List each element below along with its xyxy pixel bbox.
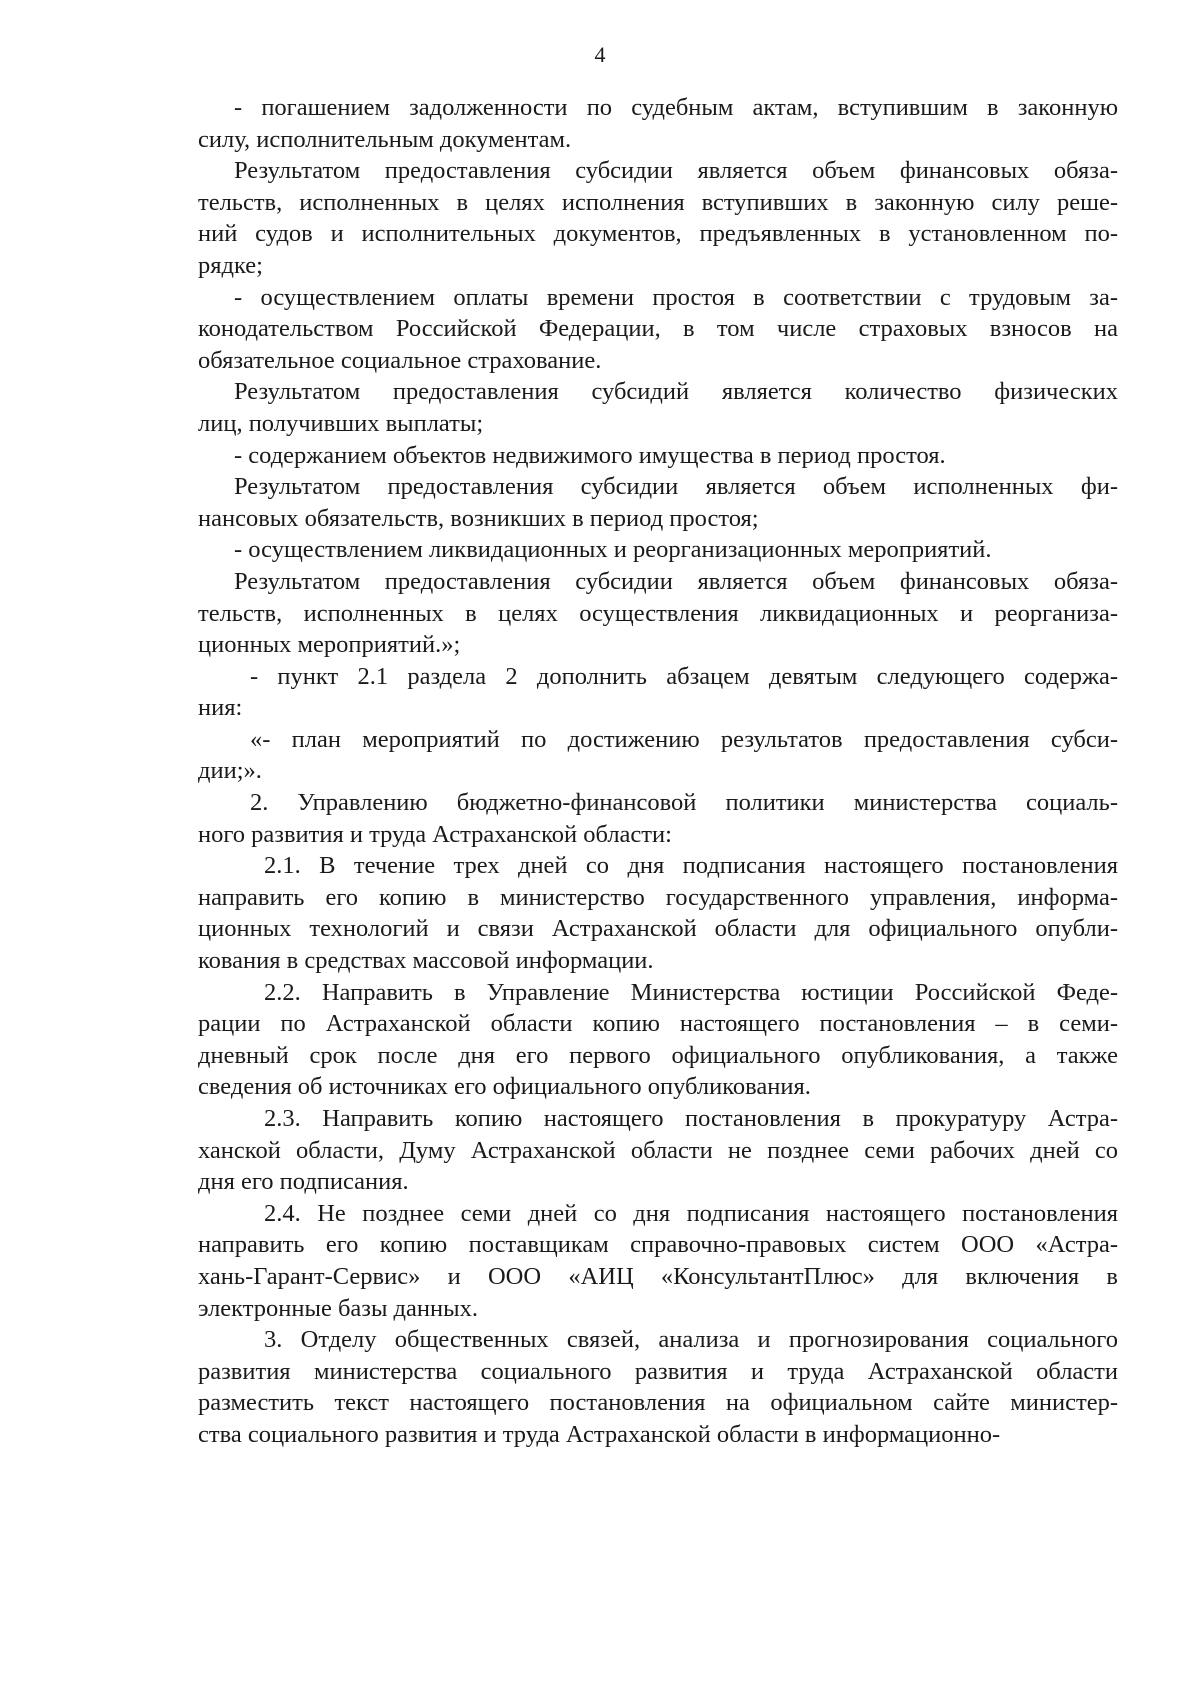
text-line: ционных технологий и связи Астраханской области для официального опубли- bbox=[198, 915, 1118, 943]
paragraph-real-estate-maintenance bbox=[198, 440, 1118, 472]
text-line: кования в средствах массовой информации. bbox=[198, 947, 654, 975]
text-line: Результатом предоставления субсидии является объем финансовых обяза- bbox=[234, 567, 1118, 595]
text-line: обязательное социальное страхование. bbox=[198, 346, 602, 374]
text-line: - осуществлением оплаты времени простоя в соответствии с трудовым за- bbox=[234, 283, 1118, 311]
text-line: дии;». bbox=[198, 757, 262, 785]
text-line: - осуществлением ликвидационных и реорганизационных мероприятий. bbox=[234, 536, 992, 564]
text-line: сведения об источниках его официального опубликования. bbox=[198, 1073, 811, 1101]
text-line: ства социального развития и труда Астраханской области в информационно- bbox=[198, 1420, 1001, 1448]
text-line: дневный срок после дня его первого официального опубликования, а также bbox=[198, 1041, 1118, 1069]
paragraph-section-3 bbox=[198, 1324, 1118, 1450]
text-line: тельств, исполненных в целях осуществления ликвидационных и реорганиза- bbox=[198, 599, 1118, 627]
text-line: 2.2. Направить в Управление Министерства юстиции Российской Феде- bbox=[264, 978, 1118, 1006]
paragraph-result-real-estate bbox=[198, 471, 1118, 534]
page-number: 4 bbox=[594, 42, 606, 67]
paragraph-result-repay-debt bbox=[198, 155, 1118, 281]
text-line: 2.1. В течение трех дней со дня подписания настоящего постановления bbox=[264, 852, 1118, 880]
text-line: хань-Гарант-Сервис» и ООО «АИЦ «КонсультантПлюс» для включения в bbox=[198, 1262, 1118, 1290]
text-line: 2. Управлению бюджетно-финансовой политики министерства социаль- bbox=[250, 789, 1118, 817]
text-line: тельств, исполненных в целях исполнения вступивших в законную силу реше- bbox=[198, 188, 1118, 216]
paragraph-section-2-1 bbox=[198, 850, 1118, 976]
paragraph-point-2-1-amend bbox=[198, 661, 1118, 724]
text-line: ного развития и труда Астраханской области: bbox=[198, 820, 672, 848]
paragraph-result-downtime-pay bbox=[198, 376, 1118, 439]
text-line: 2.3. Направить копию настоящего постановления в прокуратуру Астра- bbox=[264, 1105, 1118, 1132]
paragraph-liquidation bbox=[198, 534, 1118, 566]
text-line: - погашением задолженности по судебным актам, вступившим в законную bbox=[234, 94, 1118, 121]
text-line: развития министерства социального развития и труда Астраханской области bbox=[198, 1357, 1118, 1385]
text-line: дня его подписания. bbox=[198, 1168, 409, 1196]
text-line: Результатом предоставления субсидии является объем финансовых обяза- bbox=[234, 157, 1118, 185]
text-line: ционных мероприятий.»; bbox=[198, 631, 461, 659]
paragraph-section-2-2 bbox=[198, 977, 1118, 1103]
text-line: 3. Отделу общественных связей, анализа и прогнозирования социального bbox=[264, 1326, 1118, 1354]
text-line: лиц, получивших выплаты; bbox=[198, 409, 484, 437]
text-line: электронные базы данных. bbox=[198, 1294, 478, 1322]
text-line: рации по Астраханской области копию настоящего постановления – в семи- bbox=[198, 1010, 1118, 1038]
paragraph-section-2-4 bbox=[198, 1198, 1118, 1324]
text-line: разместить текст настоящего постановления на официальном сайте министер- bbox=[198, 1389, 1118, 1417]
text-line: направить его копию поставщикам справочно-правовых систем ООО «Астра- bbox=[198, 1231, 1118, 1259]
text-line: 2.4. Не позднее семи дней со дня подписания настоящего постановления bbox=[264, 1199, 1118, 1227]
paragraph-repay-debt bbox=[198, 92, 1118, 155]
paragraph-result-liquidation bbox=[198, 566, 1118, 661]
text-line: - пункт 2.1 раздела 2 дополнить абзацем девятым следующего содержа- bbox=[250, 662, 1118, 690]
text-line: Результатом предоставления субсидий является количество физических bbox=[234, 378, 1118, 406]
text-line: рядке; bbox=[198, 251, 263, 279]
text-line: - содержанием объектов недвижимого имущества в период простоя. bbox=[234, 441, 946, 469]
text-line: ханской области, Думу Астраханской области не позднее семи рабочих дней со bbox=[198, 1136, 1118, 1164]
text-line: ний судов и исполнительных документов, предъявленных в установленном по- bbox=[198, 220, 1118, 248]
paragraph-plan-of-measures bbox=[198, 724, 1118, 787]
text-line: ния: bbox=[198, 694, 243, 722]
paragraph-downtime-pay bbox=[198, 282, 1118, 377]
paragraph-section-2 bbox=[198, 787, 1118, 850]
text-line: силу, исполнительным документам. bbox=[198, 125, 572, 153]
text-line: «- план мероприятий по достижению результатов предоставления субси- bbox=[250, 725, 1118, 753]
text-line: нансовых обязательств, возникших в период простоя; bbox=[198, 504, 759, 532]
paragraph-section-2-3 bbox=[198, 1103, 1118, 1198]
document-body bbox=[198, 92, 1118, 1451]
text-line: направить его копию в министерство государственного управления, информа- bbox=[198, 883, 1118, 911]
text-line: Результатом предоставления субсидии является объем исполненных фи- bbox=[234, 473, 1118, 501]
text-line: конодательством Российской Федерации, в том числе страховых взносов на bbox=[198, 315, 1118, 343]
